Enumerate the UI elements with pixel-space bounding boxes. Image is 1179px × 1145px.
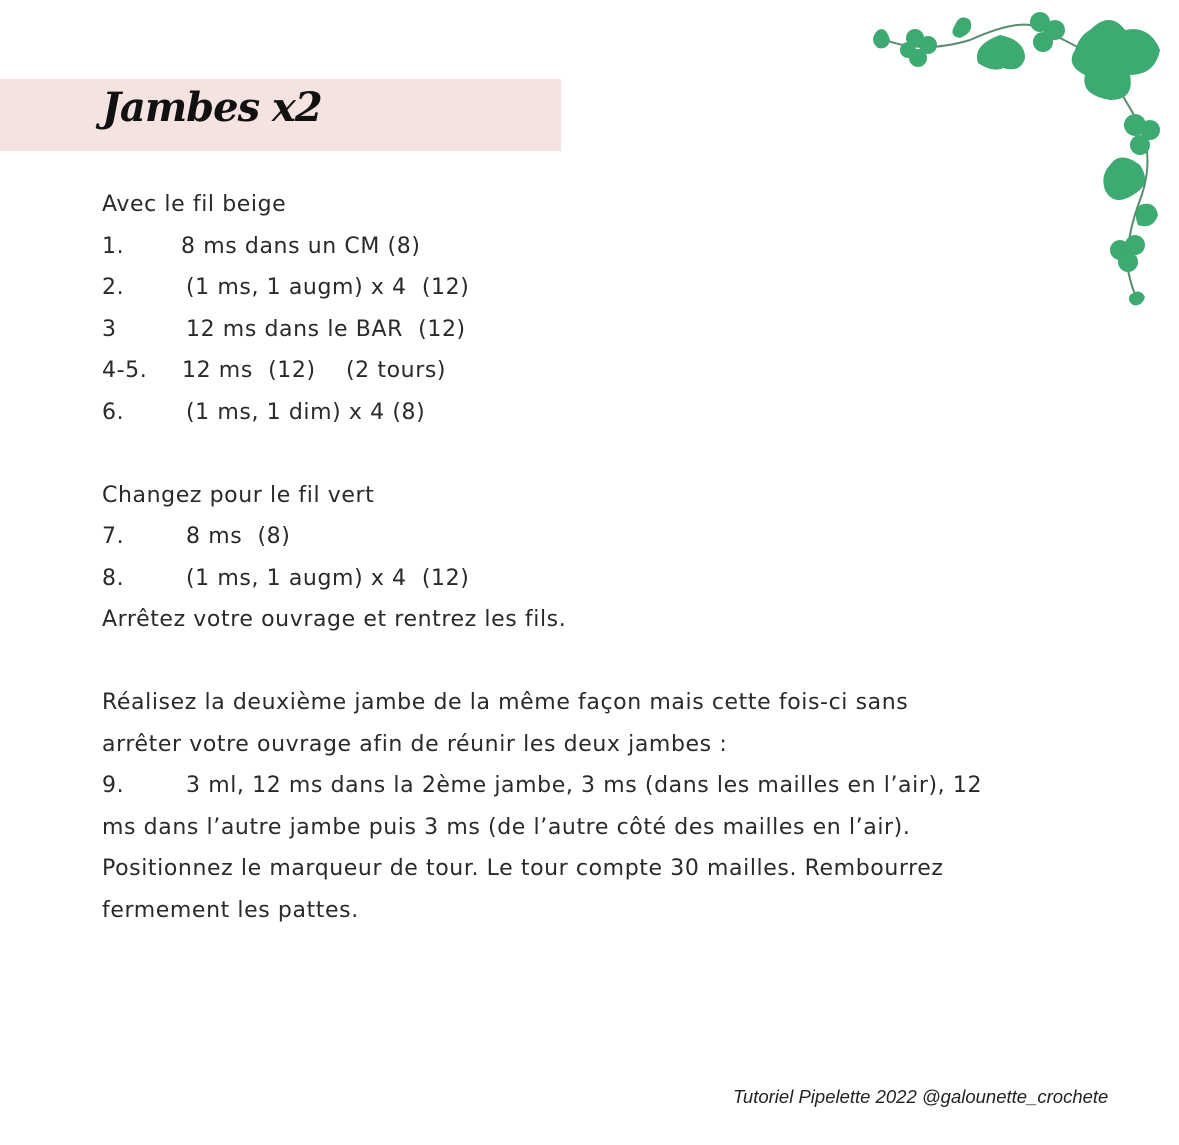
instruction-text: 8 ms dans un CM (8) <box>181 233 421 259</box>
footer-credit: Tutoriel Pipelette 2022 @galounette_crochete <box>733 1086 1109 1107</box>
instruction-line <box>102 765 1102 807</box>
round-number: 3 <box>102 316 117 342</box>
instruction-text: 12 ms dans le BAR (12) <box>186 316 466 342</box>
round-number: 9. <box>102 773 125 798</box>
round-number: 1. <box>102 233 125 259</box>
instruction-line <box>102 641 1102 683</box>
instruction-text: 8 ms (8) <box>186 524 291 549</box>
instruction-line <box>102 392 1102 434</box>
instruction-text: 12 ms (12) (2 tours) <box>182 358 447 383</box>
instruction-text: (1 ms, 1 dim) x 4 (8) <box>186 399 426 425</box>
round-number: 6. <box>102 399 125 425</box>
instruction-line <box>102 807 1102 849</box>
instruction-line <box>102 890 1102 932</box>
instruction-text: fermement les pattes. <box>102 897 359 923</box>
instruction-line <box>102 848 1102 890</box>
instruction-line <box>102 558 1102 600</box>
pattern-instructions <box>102 184 1102 931</box>
instruction-line <box>102 516 1102 558</box>
instruction-line <box>102 350 1102 392</box>
instruction-text: (1 ms, 1 augm) x 4 (12) <box>186 275 470 300</box>
instruction-line <box>102 599 1102 641</box>
instruction-line <box>102 226 1102 268</box>
instruction-line <box>102 184 1102 226</box>
instruction-line <box>102 267 1102 309</box>
round-number: 7. <box>102 524 125 549</box>
instruction-text: (1 ms, 1 augm) x 4 (12) <box>186 565 470 591</box>
instruction-text: Arrêtez votre ouvrage et rentrez les fils. <box>102 607 567 632</box>
instruction-line <box>102 475 1102 517</box>
instruction-text: Changez pour le fil vert <box>102 482 375 508</box>
instruction-line <box>102 309 1102 351</box>
instruction-text: Réalisez la deuxième jambe de la même façon mais cette fois-ci sans <box>102 690 909 715</box>
instruction-line <box>102 682 1102 724</box>
instruction-text: Avec le fil beige <box>102 192 287 217</box>
instruction-line <box>102 724 1102 766</box>
instruction-text: Positionnez le marqueur de tour. Le tour compte 30 mailles. Rembourrez <box>102 856 944 881</box>
page-title: Jambes x2 <box>102 84 322 131</box>
instruction-line <box>102 433 1102 475</box>
round-number: 2. <box>102 275 125 300</box>
round-number: 8. <box>102 565 125 591</box>
instruction-text: arrêter votre ouvrage afin de réunir les deux jambes : <box>102 731 728 757</box>
instruction-text: 3 ml, 12 ms dans la 2ème jambe, 3 ms (dans les mailles en l’air), 12 <box>186 773 983 798</box>
round-number: 4-5. <box>102 358 148 383</box>
instruction-text: ms dans l’autre jambe puis 3 ms (de l’autre côté des mailles en l’air). <box>102 814 911 840</box>
